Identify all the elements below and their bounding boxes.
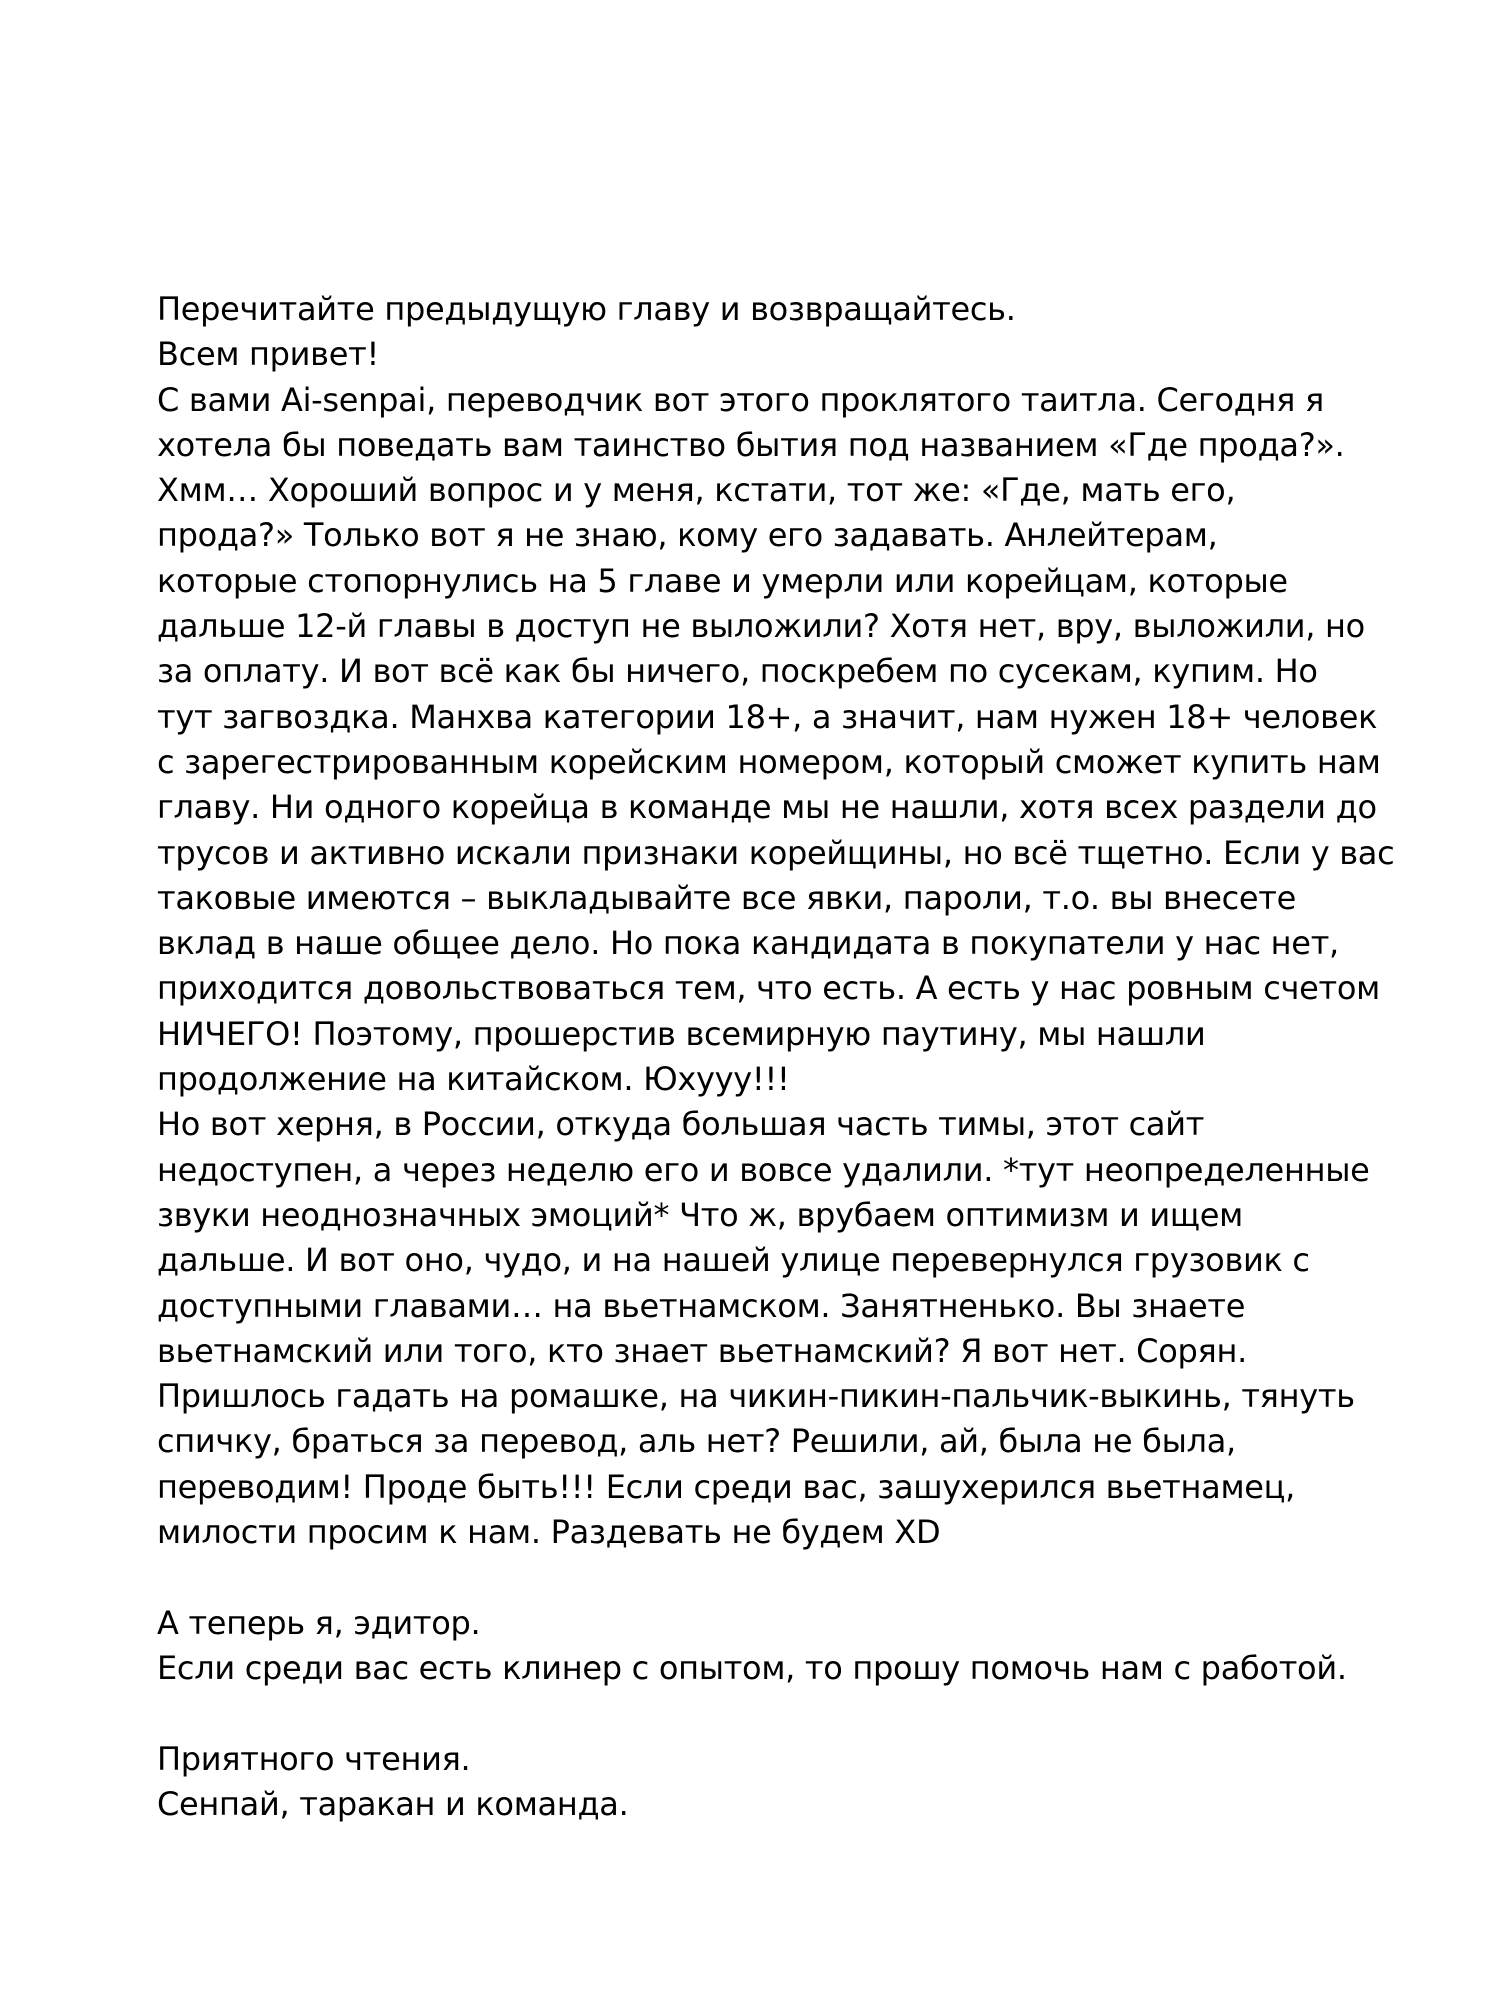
text-line: прода?» Только вот я не знаю, кому его задавать. Анлейтерам, bbox=[157, 516, 1218, 555]
text-line: тут загвоздка. Манхва категории 18+, а значит, нам нужен 18+ человек bbox=[157, 697, 1378, 736]
text-line: приходится довольствоваться тем, что есть. А есть у нас ровным счетом bbox=[157, 969, 1380, 1008]
text-line: Всем привет! bbox=[157, 335, 379, 374]
text-line: доступными главами… на вьетнамском. Занятненько. Вы знаете bbox=[157, 1286, 1246, 1325]
text-line: с зарегестрированным корейским номером, который сможет купить нам bbox=[157, 742, 1381, 781]
text-line: Перечитайте предыдущую главу и возвращайтесь. bbox=[157, 290, 1016, 328]
text-line: вклад в наше общее дело. Но пока кандидата в покупатели у нас нет, bbox=[157, 924, 1339, 963]
text-line: хотела бы поведать вам таинство бытия под названием «Где прода?». bbox=[157, 425, 1345, 464]
text-line: за оплату. И вот всё как бы ничего, поскребем по сусекам, купим. Но bbox=[157, 652, 1318, 691]
text-line: главу. Ни одного корейца в команде мы не нашли, хотя всех раздели до bbox=[157, 788, 1377, 827]
text-line: продолжение на китайском. Юхууу!!! bbox=[157, 1060, 790, 1099]
text-line: недоступен, а через неделю его и вовсе удалили. *тут неопределенные bbox=[157, 1150, 1370, 1189]
text-line: НИЧЕГО! Поэтому, прошерстив всемирную паутину, мы нашли bbox=[157, 1014, 1206, 1053]
text-line: С вами Ai-senpai, переводчик вот этого проклятого таитла. Сегодня я bbox=[157, 380, 1324, 419]
text-line: Если среди вас есть клинер с опытом, то прошу помочь нам с работой. bbox=[157, 1648, 1347, 1687]
text-line: Приятного чтения. bbox=[157, 1739, 471, 1778]
text-line: звуки неоднозначных эмоций* Что ж, врубаем оптимизм и ищем bbox=[157, 1195, 1243, 1234]
text-line: Хмм… Хороший вопрос и у меня, кстати, тот же: «Где, мать его, bbox=[157, 471, 1236, 510]
text-line: таковые имеются – выкладывайте все явки, пароли, т.о. вы внесете bbox=[157, 878, 1297, 917]
text-line: Сенпай, таракан и команда. bbox=[157, 1784, 629, 1823]
text-line: вьетнамский или того, кто знает вьетнамский? Я вот нет. Сорян. bbox=[157, 1331, 1247, 1370]
text-line: спичку, браться за перевод, аль нет? Решили, ай, была не была, bbox=[157, 1422, 1236, 1461]
paragraph-gap bbox=[157, 1555, 1427, 1600]
text-line: трусов и активно искали признаки корейщины, но всё тщетно. Если у вас bbox=[157, 833, 1395, 872]
text-line: переводим! Проде быть!!! Если среди вас, зашухерился вьетнамец, bbox=[157, 1467, 1296, 1506]
translator-note bbox=[157, 287, 1427, 1827]
paragraph-gap bbox=[157, 1691, 1427, 1736]
text-line: Но вот херня, в России, откуда большая часть тимы, этот сайт bbox=[157, 1105, 1205, 1144]
text-line: милости просим к нам. Раздевать не будем XD bbox=[157, 1513, 941, 1552]
text-line: дальше 12-й главы в доступ не выложили? Хотя нет, вру, выложили, но bbox=[157, 607, 1365, 646]
text-line: А теперь я, эдитор. bbox=[157, 1603, 481, 1642]
text-line: дальше. И вот оно, чудо, и на нашей улице перевернулся грузовик с bbox=[157, 1241, 1310, 1280]
text-line: которые стопорнулись на 5 главе и умерли или корейцам, которые bbox=[157, 561, 1288, 600]
text-line: Пришлось гадать на ромашке, на чикин-пикин-пальчик-выкинь, тянуть bbox=[157, 1377, 1355, 1416]
